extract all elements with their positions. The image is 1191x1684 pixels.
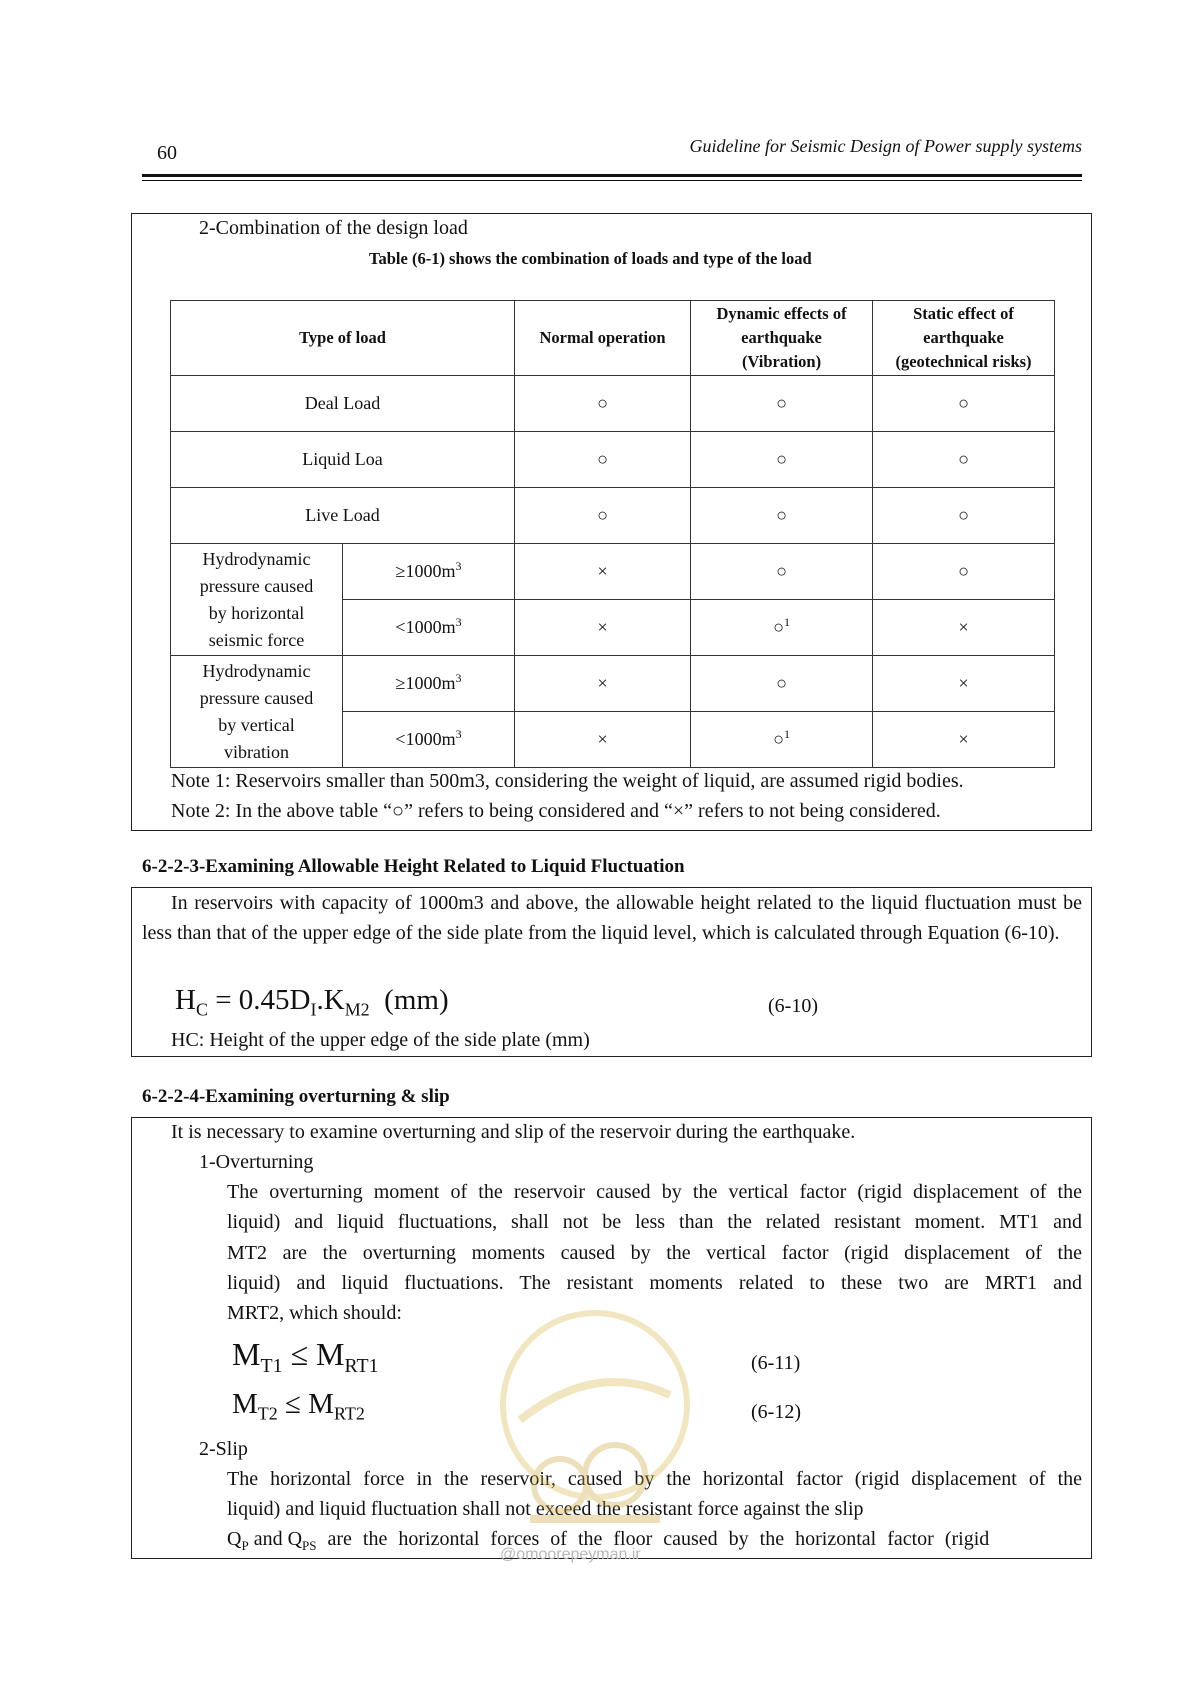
cell-dynamic [691, 712, 873, 768]
cell-dynamic: ○ [691, 432, 873, 488]
cell-dynamic: ○ [691, 544, 873, 600]
equation-6-12 [232, 1388, 365, 1424]
liquid-fluctuation-paragraph: In reservoirs with capacity of 1000m3 and above, the allowable height related to the liquid fluctuation must be less than that of the upper edge of the side plate from the liquid level, which is calculated through Equation (6-10). [142, 892, 1082, 944]
table-row [171, 544, 1055, 600]
cap-value: 1000m [405, 673, 456, 693]
equation-number-6-11: (6-11) [751, 1352, 801, 1374]
running-title: Guideline for Seismic Design of Power supply systems [689, 136, 1082, 156]
eq12-a-sub: T2 [257, 1403, 278, 1424]
group-v-line3: by vertical [218, 714, 295, 735]
eq11-a-sub: T1 [260, 1354, 283, 1377]
q-ps-sub: PS [302, 1538, 317, 1553]
overturning-line: liquid) and liquid fluctuations, shall not be less than the related resistant moment. MT1 and [227, 1211, 1082, 1233]
footnote-marker: 1 [783, 615, 790, 629]
overturning-line: MT2 are the overturning moments caused by the vertical factor (rigid displacement of the [227, 1242, 1082, 1264]
capacity-cell [343, 600, 515, 656]
cell-static: ○ [873, 432, 1055, 488]
cell-static: × [873, 656, 1055, 712]
cell-static: ○ [873, 488, 1055, 544]
footnote-marker: 1 [783, 727, 790, 741]
cell-normal: × [515, 656, 691, 712]
cell-normal: ○ [515, 376, 691, 432]
table-row [171, 376, 1055, 432]
slip-last-rest: are the horizontal forces of the floor caused by the horizontal factor (rigid [316, 1528, 990, 1550]
hc-definition: HC: Height of the upper edge of the side plate (mm) [171, 1029, 590, 1051]
capacity-cell [343, 544, 515, 600]
cell-dynamic: ○ [691, 656, 873, 712]
cap-exponent: 3 [455, 727, 462, 741]
eq12-a: M [232, 1388, 258, 1420]
cell-static: ○ [873, 544, 1055, 600]
table-note-2: Note 2: In the above table “○” refers to being considered and “×” refers to not being considered. [171, 800, 941, 822]
col-static-effect [873, 301, 1055, 376]
cell-normal: ○ [515, 488, 691, 544]
group-v-line2: pressure caused [199, 687, 314, 708]
cap-value: 1000m [405, 729, 456, 749]
header-rule-thin [142, 180, 1082, 181]
col-dynamic-line3: (Vibration) [741, 352, 822, 371]
eq11-a: M [232, 1336, 261, 1372]
col-dynamic-effects [691, 301, 873, 376]
section-heading-overturning-slip: 6-2-2-4-Examining overturning & slip [142, 1086, 450, 1107]
slip-line: liquid) and liquid fluctuation shall not exceed the resistant force against the slip [227, 1498, 864, 1520]
cell-normal: × [515, 600, 691, 656]
eq-lhs-sub: C [195, 999, 208, 1020]
watermark-text: @omoorepeyman.ir [500, 1546, 641, 1563]
group-label-horizontal [171, 544, 343, 656]
section-heading-liquid-fluctuation: 6-2-2-3-Examining Allowable Height Related to Liquid Fluctuation [142, 856, 685, 877]
overturning-line: The overturning moment of the reservoir caused by the vertical factor (rigid displacement of the [227, 1181, 1082, 1203]
cap-sign: ≥ [395, 561, 406, 581]
eq-unit: (mm) [384, 984, 449, 1016]
q-ps: Q [287, 1528, 303, 1550]
row-label: Liquid Loa [171, 432, 515, 488]
eq12-b-sub: RT2 [333, 1403, 365, 1424]
watermark-logo-icon [490, 1300, 700, 1560]
section-subtitle: 2-Combination of the design load [199, 217, 468, 239]
capacity-cell [343, 712, 515, 768]
cap-sign: < [395, 729, 406, 749]
group-v-line4: vibration [224, 741, 289, 762]
eq-rhs-b: .K [316, 984, 345, 1016]
cell-normal: ○ [515, 432, 691, 488]
group-h-line2: pressure caused [199, 575, 314, 596]
overturning-intro: It is necessary to examine overturning and slip of the reservoir during the earthquake. [171, 1121, 856, 1143]
group-label-vertical [171, 656, 343, 768]
row-label: Live Load [171, 488, 515, 544]
col-static-line3: (geotechnical risks) [895, 352, 1032, 371]
col-dynamic-line2: earthquake [741, 328, 822, 347]
cap-sign: < [395, 617, 406, 637]
equation-number-6-12: (6-12) [751, 1401, 801, 1423]
eq-rhs-a-sub: I [310, 999, 317, 1020]
group-h-line1: Hydrodynamic [202, 548, 311, 569]
eq11-b-sub: RT1 [344, 1354, 379, 1377]
overturning-title: 1-Overturning [199, 1151, 314, 1173]
equation-number-6-10: (6-10) [768, 995, 818, 1017]
cap-exponent: 3 [455, 615, 462, 629]
col-dynamic-line1: Dynamic effects of [716, 304, 847, 323]
cap-value: 1000m [405, 561, 456, 581]
cell-static: × [873, 712, 1055, 768]
group-h-line3: by horizontal [208, 602, 305, 623]
eq-lhs: H [175, 984, 196, 1016]
col-static-line2: earthquake [923, 328, 1004, 347]
and-word: and [248, 1528, 288, 1550]
table-row [171, 656, 1055, 712]
table-header-row [171, 301, 1055, 376]
table-caption: Table (6-1) shows the combination of loads and type of the load [369, 249, 812, 268]
cell-dynamic: ○ [691, 376, 873, 432]
row-label: Deal Load [171, 376, 515, 432]
cell-dynamic: ○ [691, 488, 873, 544]
cap-exponent: 3 [455, 559, 462, 573]
col-static-line1: Static effect of [913, 304, 1014, 323]
eq-rhs-a: = 0.45D [207, 984, 311, 1016]
eq11-op: ≤ M [282, 1336, 345, 1372]
col-type-of-load: Type of load [171, 301, 515, 376]
q-p-sub: P [241, 1538, 249, 1553]
cell-dynamic-symbol: ○ [773, 729, 784, 749]
cell-normal: × [515, 712, 691, 768]
eq12-op: ≤ M [277, 1388, 334, 1420]
header-rule-thick [142, 174, 1082, 177]
equation-6-11 [232, 1336, 379, 1377]
eq-rhs-b-sub: M2 [344, 999, 370, 1020]
table-row [171, 488, 1055, 544]
overturning-line: liquid) and liquid fluctuations. The resistant moments related to these two are MRT1 and [227, 1272, 1082, 1294]
cell-static: × [873, 600, 1055, 656]
slip-line: The horizontal force in the reservoir, caused by the horizontal factor (rigid displacement of the [227, 1468, 1082, 1490]
cap-sign: ≥ [395, 673, 406, 693]
page-number: 60 [157, 142, 177, 164]
cell-static: ○ [873, 376, 1055, 432]
cell-dynamic [691, 600, 873, 656]
table-row [171, 432, 1055, 488]
cap-exponent: 3 [455, 671, 462, 685]
col-normal-operation: Normal operation [515, 301, 691, 376]
slip-title: 2-Slip [199, 1438, 248, 1460]
capacity-cell [343, 656, 515, 712]
overturning-line: MRT2, which should: [227, 1302, 402, 1324]
cell-dynamic-symbol: ○ [773, 617, 784, 637]
cap-value: 1000m [405, 617, 456, 637]
cell-normal: × [515, 544, 691, 600]
group-h-line4: seismic force [208, 629, 305, 650]
equation-6-10 [175, 984, 449, 1020]
load-combination-table [170, 300, 1055, 768]
q-p: Q [227, 1528, 242, 1550]
group-v-line1: Hydrodynamic [202, 660, 311, 681]
table-note-1: Note 1: Reservoirs smaller than 500m3, considering the weight of liquid, are assumed rigid bodies. [171, 770, 964, 792]
